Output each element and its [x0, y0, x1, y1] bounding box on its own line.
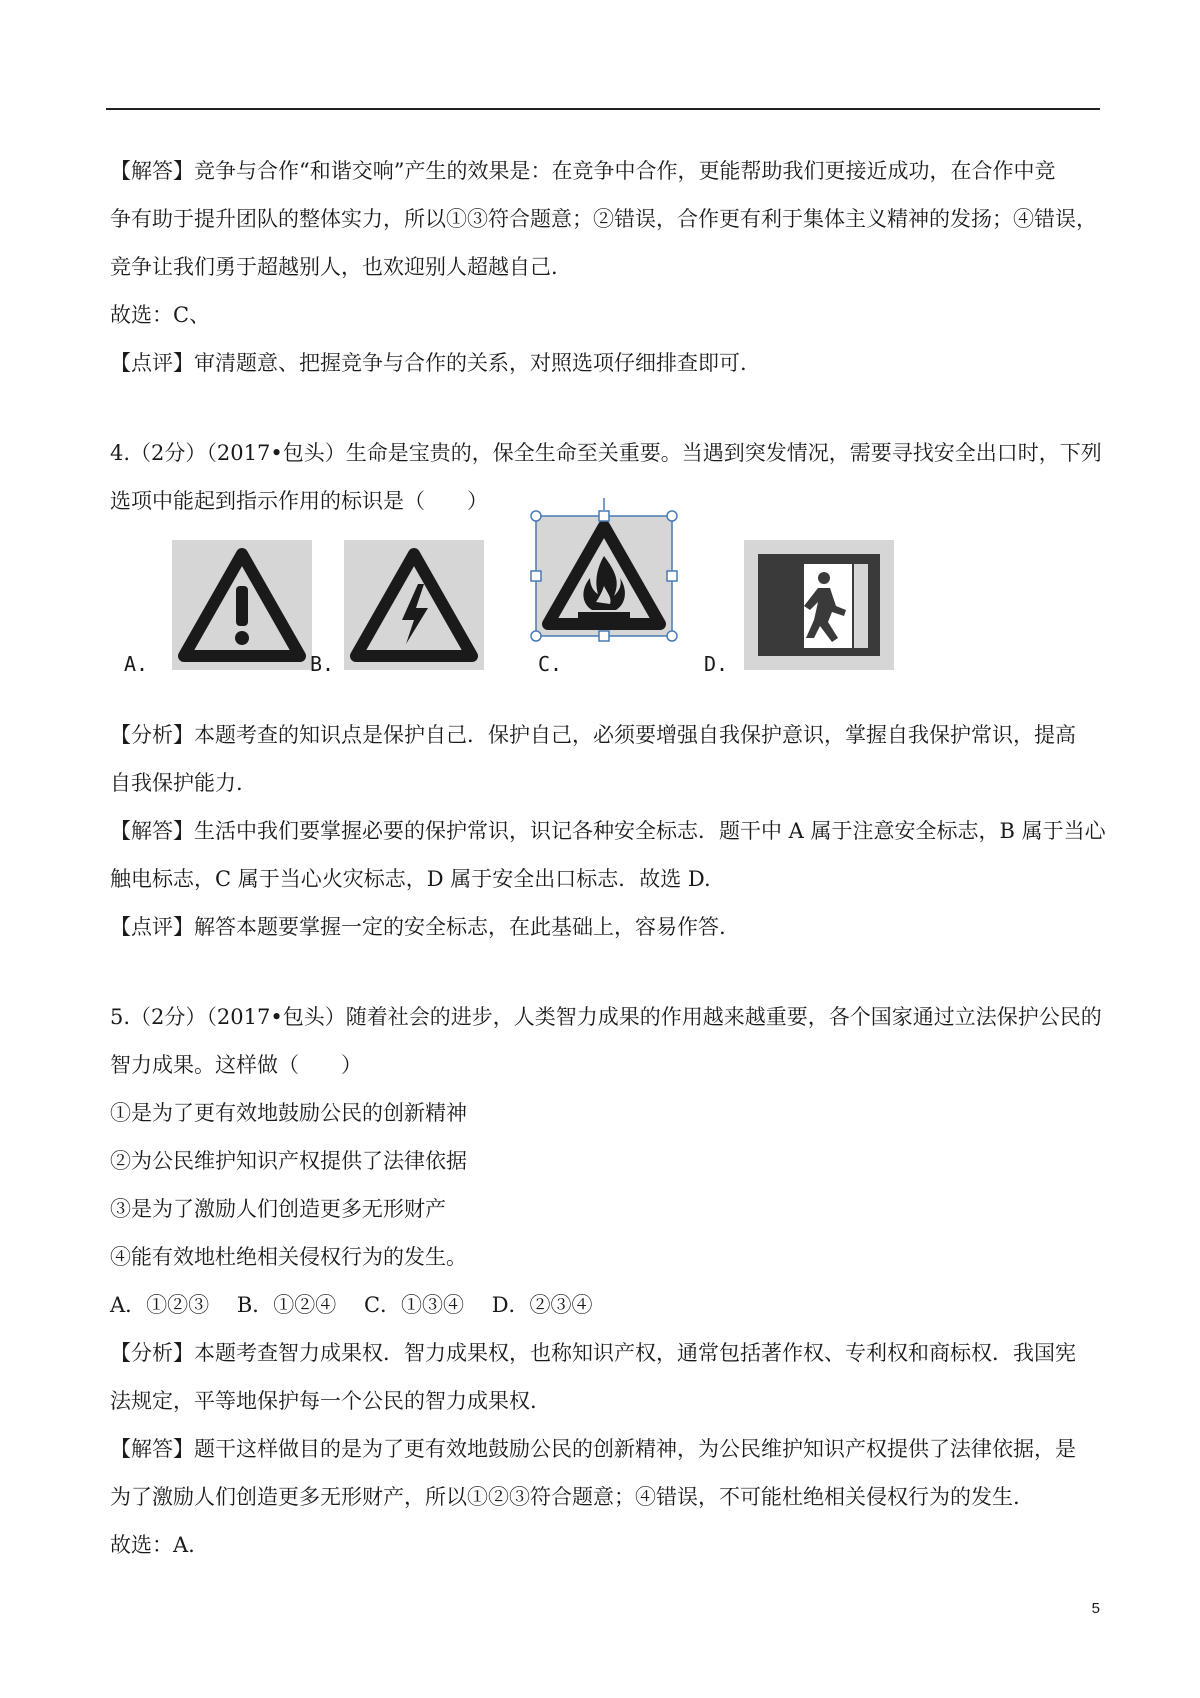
header-rule: [106, 108, 1100, 110]
q4-jieda-line-1: 【解答】生活中我们要掌握必要的保护常识，识记各种安全标志．题干中 A 属于注意安全标志，B 属于当心: [110, 819, 1106, 843]
q5-stem-line-2: 智力成果。这样做（ ）: [110, 1053, 362, 1077]
q3-dianping: 【点评】审清题意、把握竞争与合作的关系，对照选项仔细排查即可.: [110, 351, 747, 375]
q5-fenxi-line-1: 【分析】本题考查智力成果权．智力成果权，也称知识产权，通常包括著作权、专利权和商标权．我国宪: [110, 1341, 1076, 1365]
q5-jieda-line-1: 【解答】题干这样做目的是为了更有效地鼓励公民的创新精神，为公民维护知识产权提供了法律依据，是: [110, 1437, 1076, 1461]
q4-stem-line-2: 选项中能起到指示作用的标识是（ ）: [110, 489, 488, 513]
option-a-label: A.: [124, 652, 149, 676]
q5-answer: 故选：A.: [110, 1533, 195, 1557]
q4-stem-line-1: 4.（2分）（2017•包头）生命是宝贵的，保全生命至关重要。当遇到突发情况，需要寻找安全出口时，下列: [110, 441, 1102, 465]
q5-item-3: ③是为了激励人们创造更多无形财产: [110, 1197, 446, 1221]
q5-stem-line-1: 5.（2分）（2017•包头）随着社会的进步，人类智力成果的作用越来越重要，各个国家通过立法保护公民的: [110, 1005, 1102, 1029]
q4-fenxi-line-2: 自我保护能力.: [110, 771, 243, 795]
q3-answer: 故选：C、: [110, 303, 211, 327]
fire-warning-icon[interactable]: [524, 496, 684, 648]
q5-item-2: ②为公民维护知识产权提供了法律依据: [110, 1149, 467, 1173]
q4-sign-options: [120, 540, 1080, 700]
q5-jieda-line-2: 为了激励人们创造更多无形财产，所以①②③符合题意；④错误，不可能杜绝相关侵权行为的发生.: [110, 1485, 1020, 1509]
option-d-label: D.: [704, 652, 729, 676]
emergency-exit-icon: [744, 540, 894, 670]
q4-dianping: 【点评】解答本题要掌握一定的安全标志，在此基础上，容易作答.: [110, 915, 726, 939]
q3-jieda-line-3: 竞争让我们勇于超越别人，也欢迎别人超越自己.: [110, 255, 558, 279]
q3-jieda-line-2: 争有助于提升团队的整体实力，所以①③符合题意；②错误，合作更有利于集体主义精神的发扬；④错误，: [110, 207, 1097, 231]
q3-jieda-line-1: 【解答】竞争与合作“和谐交响”产生的效果是：在竞争中合作，更能帮助我们更接近成功，在合作中竞: [110, 159, 1056, 183]
q5-fenxi-line-2: 法规定，平等地保护每一个公民的智力成果权.: [110, 1389, 537, 1413]
q5-item-1: ①是为了更有效地鼓励公民的创新精神: [110, 1101, 467, 1125]
option-b-label: B.: [310, 652, 335, 676]
electric-shock-warning-icon: [344, 540, 484, 670]
option-c-label: C.: [538, 652, 563, 676]
page-number: 5: [1091, 1600, 1100, 1617]
q5-item-4: ④能有效地杜绝相关侵权行为的发生。: [110, 1245, 467, 1269]
q5-choices: A．①②③ B．①②④ C．①③④ D．②③④: [110, 1293, 593, 1317]
q4-fenxi-line-1: 【分析】本题考查的知识点是保护自己．保护自己，必须要增强自我保护意识，掌握自我保护常识，提高: [110, 723, 1076, 747]
q4-jieda-line-2: 触电标志，C 属于当心火灾标志，D 属于安全出口标志．故选 D.: [110, 867, 711, 891]
warning-exclamation-icon: [172, 540, 312, 670]
